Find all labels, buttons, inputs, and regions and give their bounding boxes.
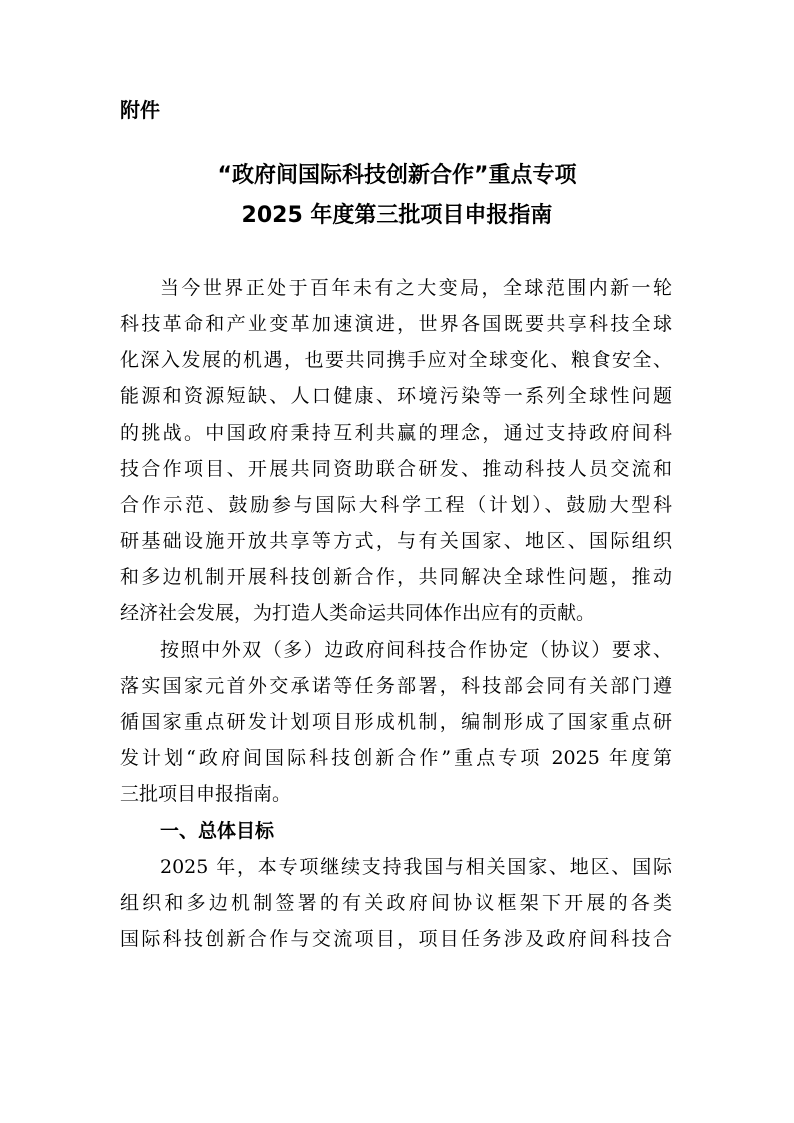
attachment-label: 附件: [120, 98, 160, 122]
paragraph-1-line: 能源和资源短缺、人口健康、环境污染等一系列全球性问题: [120, 385, 672, 407]
paragraph-2-line: 发计划“政府间国际科技创新合作”重点专项 2025 年度第: [120, 747, 672, 769]
paragraph-3-line: 组织和多边机制签署的有关政府间协议框架下开展的各类: [120, 892, 672, 914]
paragraph-1-line: 和多边机制开展科技创新合作，共同解决全球性问题，推动: [120, 566, 672, 588]
paragraph-1-line: 合作示范、鼓励参与国际大科学工程（计划）、鼓励大型科: [120, 494, 672, 516]
paragraph-3-line: 2025 年，本专项继续支持我国与相关国家、地区、国际: [160, 856, 672, 878]
paragraph-2-line: 按照中外双（多）边政府间科技合作协定（协议）要求、: [160, 639, 672, 661]
paragraph-3-line: 国际科技创新合作与交流项目，项目任务涉及政府间科技合: [120, 928, 672, 950]
paragraph-1-line: 研基础设施开放共享等方式，与有关国家、地区、国际组织: [120, 530, 672, 552]
paragraph-1-line: 当今世界正处于百年未有之大变局，全球范围内新一轮: [160, 277, 672, 299]
paragraph-1-line: 的挑战。中国政府秉持互利共赢的理念，通过支持政府间科: [120, 422, 672, 444]
paragraph-2-line: 落实国家元首外交承诺等任务部署，科技部会同有关部门遵: [120, 675, 672, 697]
document-title-line-1: “政府间国际科技创新合作”重点专项: [217, 163, 577, 188]
paragraph-1-line: 化深入发展的机遇，也要共同携手应对全球变化、粮食安全、: [120, 349, 672, 371]
paragraph-1-line: 经济社会发展，为打造人类命运共同体作出应有的贡献。: [120, 602, 596, 624]
section-heading: 一、总体目标: [160, 820, 275, 842]
paragraph-2-line: 三批项目申报指南。: [120, 783, 292, 805]
paragraph-2-line: 循国家重点研发计划项目形成机制，编制形成了国家重点研: [120, 711, 672, 733]
paragraph-1-line: 科技革命和产业变革加速演进，世界各国既要共享科技全球: [120, 313, 672, 335]
document-title-line-2: 2025 年度第三批项目申报指南: [241, 203, 553, 228]
paragraph-1-line: 技合作项目、开展共同资助联合研发、推动科技人员交流和: [120, 458, 672, 480]
